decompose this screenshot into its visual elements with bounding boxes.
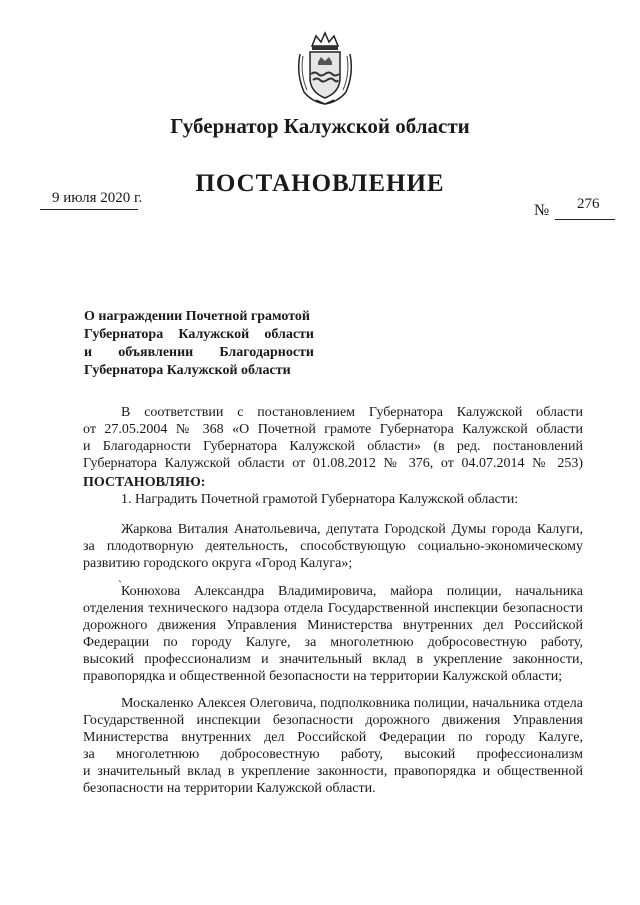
preamble-paragraph xyxy=(83,404,583,472)
document-date: 9 июля 2020 г. xyxy=(52,190,143,206)
awardee-line: за многолетнюю добросовестную работу, высокий профессионализм xyxy=(83,747,583,762)
awardee-line: Москаленко Алексея Олеговича, подполковника полиции, начальника отдела xyxy=(121,696,583,711)
awardee-line: за плодотворную деятельность, способствующую социально-экономическому xyxy=(83,539,583,554)
document-subject xyxy=(84,308,314,380)
awardee-line: дорожного движения Управления Министерства внутренних дел Российской xyxy=(83,618,583,633)
subject-line: и объявлении Благодарности xyxy=(84,345,314,360)
awardee-line: Федерации по городу Калуге, за многолетнюю добросовестную работу, xyxy=(83,635,583,650)
awardee-line: Конюхова Александра Владимировича, майора полиции, начальника xyxy=(121,584,583,599)
decree-word: ПОСТАНОВЛЯЮ: xyxy=(83,475,206,490)
awardee-paragraph-2 xyxy=(83,583,583,685)
preamble-line: и Благодарности Губернатора Калужской области» (в ред. постановлений xyxy=(83,439,583,454)
preamble-line: В соответствии с постановлением Губернатора Калужской области xyxy=(121,405,583,420)
date-underline xyxy=(40,209,138,210)
awardee-line: развитию городского округа «Город Калуга»; xyxy=(83,556,353,571)
document-number-label: № xyxy=(534,202,550,219)
decision-item-1: 1. Наградить Почетной грамотой Губернатора Калужской области: xyxy=(121,492,519,507)
awardee-line: высокий профессионализм и значительный вклад в укрепление законности, xyxy=(83,652,583,667)
preamble-line: Губернатора Калужской области от 01.08.2012 № 376, от 04.07.2014 № 253) xyxy=(83,456,583,471)
number-underline xyxy=(555,219,615,220)
awardee-line: Министерства внутренних дел Российской Федерации по городу Калуге, xyxy=(83,730,583,745)
awardee-paragraph-1 xyxy=(83,521,583,572)
subject-line: Губернатора Калужской области xyxy=(84,327,314,342)
coat-of-arms-icon xyxy=(296,30,354,106)
awardee-line: и значительный вклад в укрепление законности, правопорядка и общественной xyxy=(83,764,583,779)
subject-line: О награждении Почетной грамотой xyxy=(84,309,310,324)
issuing-authority: Губернатор Калужской области xyxy=(170,114,470,138)
document-number: 276 xyxy=(577,196,600,212)
awardee-line: отделения технического надзора отдела Государственной инспекции безопасности xyxy=(83,601,583,616)
subject-line: Губернатора Калужской области xyxy=(84,363,291,378)
preamble-line: от 27.05.2004 № 368 «О Почетной грамоте Губернатора Калужской области xyxy=(83,422,583,437)
awardee-line: Государственной инспекции безопасности дорожного движения Управления xyxy=(83,713,583,728)
awardee-line: Жаркова Виталия Анатольевича, депутата Городской Думы города Калуги, xyxy=(121,522,583,537)
scan-mark: ` xyxy=(118,578,122,592)
document-type-title: ПОСТАНОВЛЕНИЕ xyxy=(195,170,445,197)
awardee-line: безопасности на территории Калужской области. xyxy=(83,781,376,796)
awardee-paragraph-3 xyxy=(83,695,583,797)
awardee-line: правопорядка и общественной безопасности на территории Калужской области; xyxy=(83,669,563,684)
